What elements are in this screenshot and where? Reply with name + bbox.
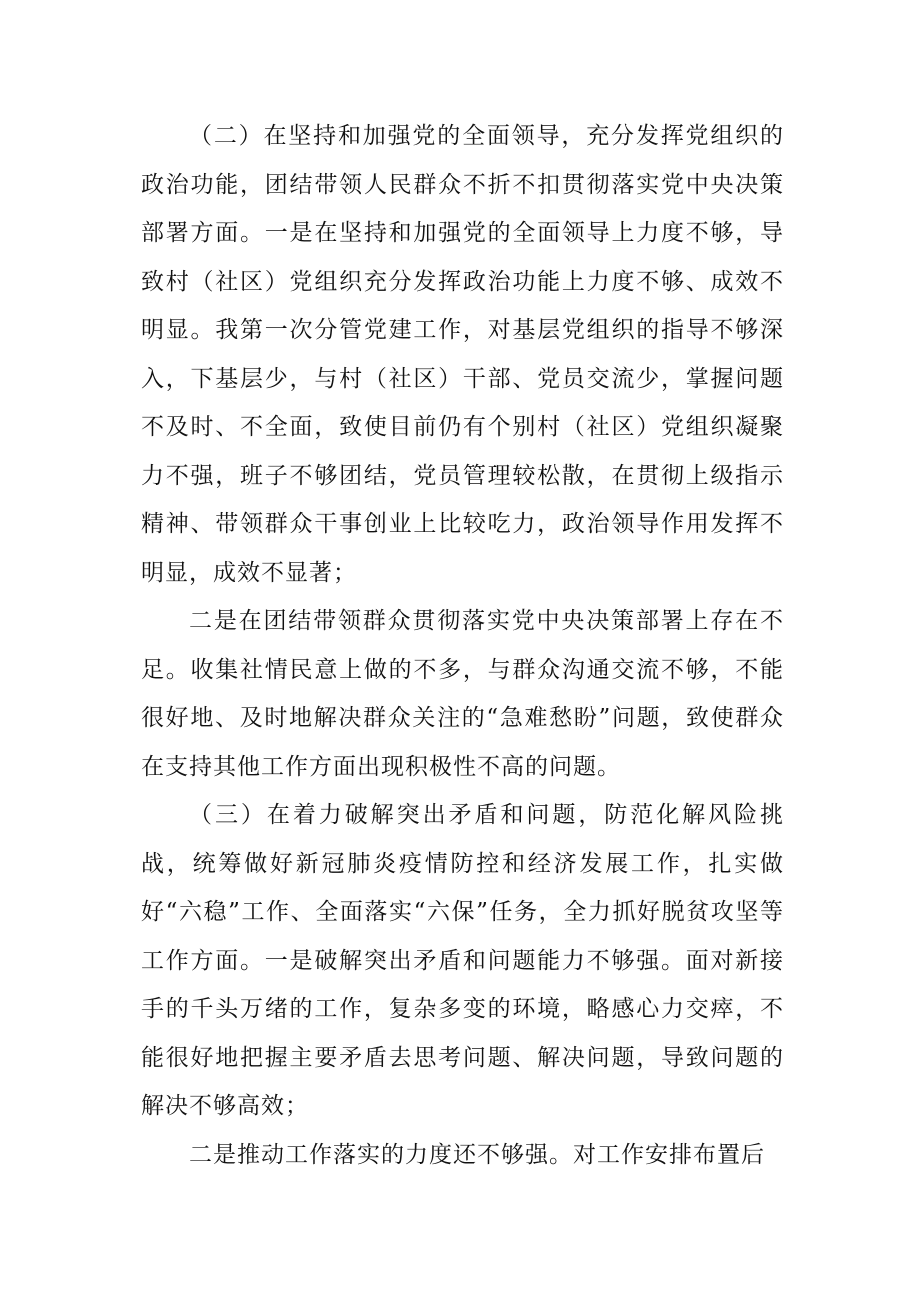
paragraph-party-leadership: （二）在坚持和加强党的全面领导，充分发挥党组织的政治功能，团结带领人民群众不折不扣贯彻落实党中央决策部署方面。一是在坚持和加强党的全面领导上力度不够，导致村（社区）党组织充分发挥政治功能上力度不够、成效不明显。我第一次分管党建工作，对基层党组织的指导不够深入，下基层少，与村（社区）干部、党员交流少，掌握问题不及时、不全面，致使目前仍有个别村（社区）党组织凝聚力不强，班子不够团结，党员管理较松散，在贯彻上级指示精神、带领群众干事创业上比较吃力，政治领导作用发挥不明显，成效不显著； bbox=[141, 123, 784, 586]
paragraph-work-implementation: 二是推动工作落实的力度还不够强。对工作安排布置后 bbox=[189, 1141, 765, 1168]
document-body bbox=[141, 112, 784, 1179]
paragraph-resolve-contradictions: （三）在着力破解突出矛盾和问题，防范化解风险挑战，统筹做好新冠肺炎疫情防控和经济发展工作，扎实做好“六稳”工作、全面落实“六保”任务，全力抓好脱贫攻坚等工作方面。一是破解突出矛盾和问题能力不够强。面对新接手的千头万绪的工作，复杂多变的环境，略感心力交瘁，不能很好地把握主要矛盾去思考问题、解决问题，导致问题的解决不够高效； bbox=[141, 802, 784, 1119]
paragraph-unite-masses: 二是在团结带领群众贯彻落实党中央决策部署上存在不足。收集社情民意上做的不多，与群众沟通交流不够，不能很好地、及时地解决群众关注的“急难愁盼”问题，致使群众在支持其他工作方面出现积极性不高的问题。 bbox=[141, 608, 784, 780]
